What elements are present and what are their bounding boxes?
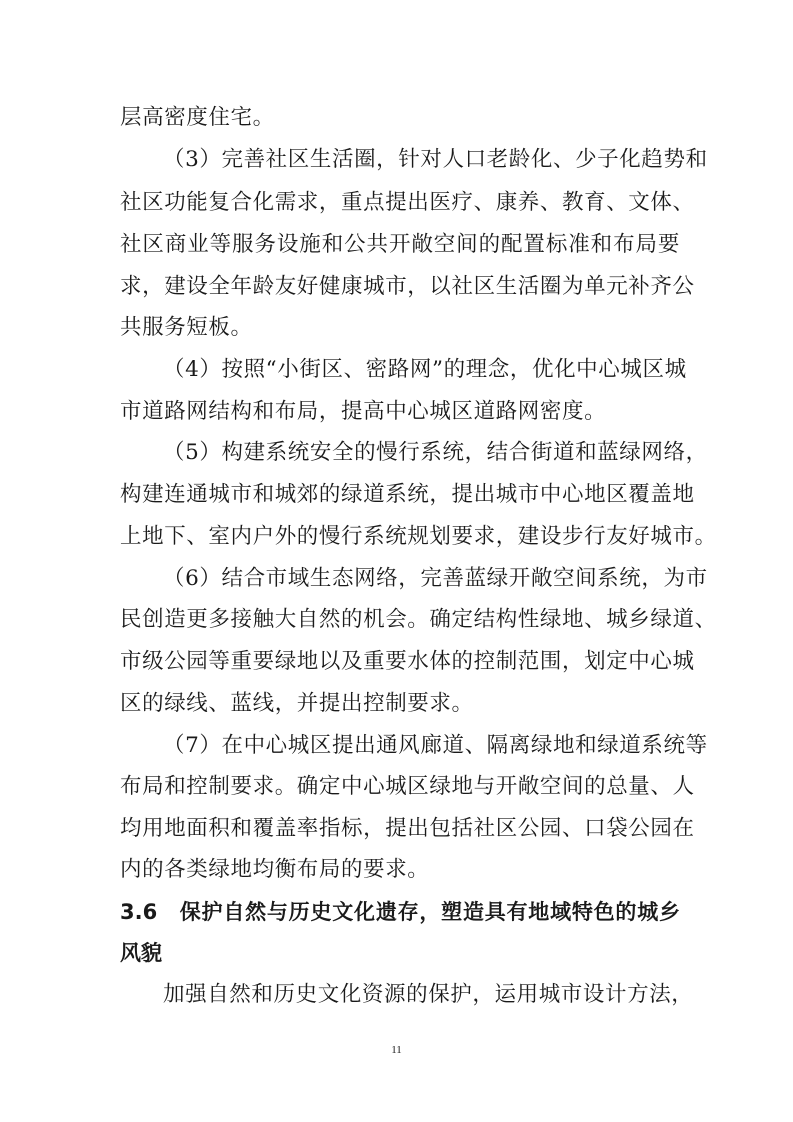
paragraph-line: 布局和控制要求。确定中心城区绿地与开敞空间的总量、人 xyxy=(120,774,695,799)
section-heading: 3.6 保护自然与历史文化遗存，塑造具有地域特色的城乡 xyxy=(120,900,680,924)
paragraph-line: （3）完善社区生活圈，针对人口老龄化、少子化趋势和 xyxy=(163,147,708,172)
paragraph-line: （5）构建系统安全的慢行系统，结合街道和蓝绿网络， xyxy=(163,440,708,465)
paragraph-line: 民创造更多接触大自然的机会。确定结构性绿地、城乡绿道、 xyxy=(120,607,717,632)
paragraph-line: 共服务短板。 xyxy=(120,315,253,340)
paragraph-line: 内的各类绿地均衡布局的要求。 xyxy=(120,857,430,882)
paragraph-line: 层高密度住宅。 xyxy=(120,105,275,130)
paragraph-line: 上地下、室内户外的慢行系统规划要求，建设步行友好城市。 xyxy=(120,524,717,549)
paragraph-line: 市道路网结构和布局，提高中心城区道路网密度。 xyxy=(120,399,607,424)
paragraph-line: 社区商业等服务设施和公共开敞空间的配置标准和布局要 xyxy=(120,232,680,257)
paragraph-line: 市级公园等重要绿地以及重要水体的控制范围，划定中心城 xyxy=(120,649,695,674)
paragraph-line: （6）结合市域生态网络，完善蓝绿开敞空间系统，为市 xyxy=(163,566,708,591)
paragraph-line: 求，建设全年龄友好健康城市，以社区生活圈为单元补齐公 xyxy=(120,274,695,299)
paragraph-line: 区的绿线、蓝线，并提出控制要求。 xyxy=(120,691,474,716)
paragraph-line: （4）按照“小街区、密路网”的理念，优化中心城区城 xyxy=(163,357,687,382)
page-number: 11 xyxy=(391,1044,402,1056)
paragraph-line: （7）在中心城区提出通风廊道、隔离绿地和绿道系统等 xyxy=(163,733,708,758)
paragraph-line: 加强自然和历史文化资源的保护，运用城市设计方法， xyxy=(163,982,694,1007)
paragraph-line: 均用地面积和覆盖率指标，提出包括社区公园、口袋公园在 xyxy=(120,816,695,841)
section-heading-continued: 风貌 xyxy=(120,941,162,965)
paragraph-line: 社区功能复合化需求，重点提出医疗、康养、教育、文体、 xyxy=(120,190,695,215)
paragraph-line: 构建连通城市和城郊的绿道系统，提出城市中心地区覆盖地 xyxy=(120,482,695,507)
